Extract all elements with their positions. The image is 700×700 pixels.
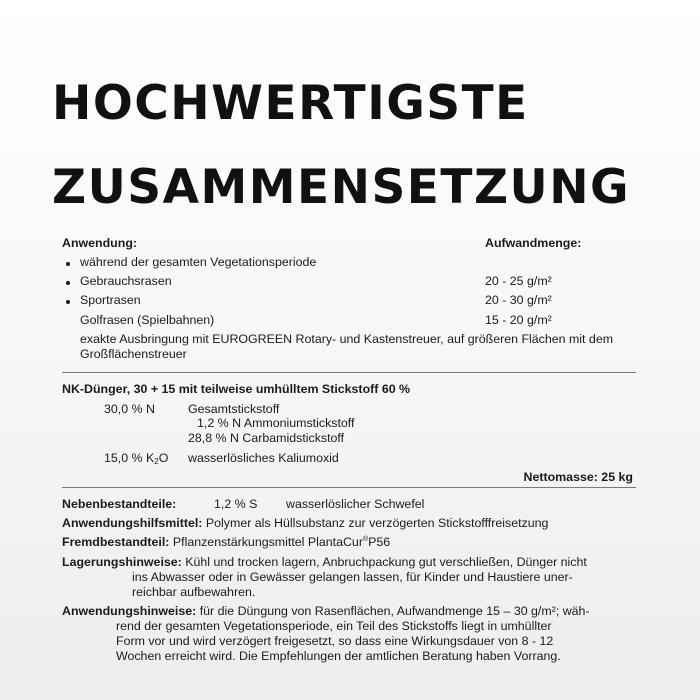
rate-label: Aufwandmenge: [485,236,582,250]
application-note: exakte Ausbringung mit EUROGREEN Rotary- und Kastenstreuer, auf größeren Flächen mit dem [80,332,614,346]
usage-notes-line: Form vor und wird verzögert freigesetzt, so dass eine Wirkungsdauer von 8 - 12 [116,634,554,648]
carbamide-nitrogen: 28,8 % N Carbamidstickstoff [188,431,345,445]
net-mass: Nettomasse: 25 kg [523,470,633,484]
application-note: Großflächenstreuer [80,347,187,361]
divider [62,372,636,373]
potassium-percent: 15,0 % $K_2O$ [104,451,169,466]
application-item: Golfrasen (Spielbahnen) [80,313,215,327]
application-rate: 20 - 30 g/m² [485,293,552,307]
headline-line-1: HOCHWERTIGSTE [52,76,529,131]
application-aids: Anwendungshilfsmittel: Polymer als Hüllsubstanz zur verzögerten Stickstofffreisetzung [62,516,549,530]
application-rate: 15 - 20 g/m² [485,313,552,327]
application-item: Gebrauchsrasen [80,274,172,288]
nitrogen-label: Gesamtstickstoff [188,402,280,416]
usage-notes: Anwendungshinweise: für die Düngung von Rasenflächen, Aufwandmenge 15 – 30 g/m²; wäh- [62,604,590,618]
foreign-component: Fremdbestandteil: Pflanzenstärkungsmittel PlantaCur®P56 [62,535,391,549]
potassium-label: wasserlösliches Kaliumoxid [188,451,339,465]
side-components-text: wasserlöslicher Schwefel [286,497,425,511]
usage-notes-line: rend der gesamten Vegetationsperiode, ein Teil des Stickstoffs liegt in umhüllter [116,619,552,633]
storage-notes-line: reichbar aufbewahren. [132,585,256,599]
application-rate: 20 - 25 g/m² [485,274,552,288]
ammonium-nitrogen: 1,2 % N Ammoniumstickstoff [197,416,355,430]
application-item: während der gesamten Vegetationsperiode [80,255,317,269]
usage-notes-line: Wochen erreicht wird. Die Empfehlungen der amtlichen Beratung haben Vorrang. [116,649,561,663]
storage-notes: Lagerungshinweise: Kühl und trocken lagern, Anbruchpackung gut verschließen, Dünger nicht [62,555,587,569]
application-label: Anwendung: [62,236,138,250]
nitrogen-percent: 30,0 % N [104,402,155,416]
bullet-icon [66,262,70,266]
bullet-icon [66,300,70,304]
side-components-label: Nebenbestandteile: [62,497,177,511]
divider [62,487,636,488]
bullet-icon [66,281,70,285]
composition-title: NK-Dünger, 30 + 15 mit teilweise umhülltem Stickstoff 60 % [62,382,411,396]
storage-notes-line: ins Abwasser oder in Gewässer gelangen lassen, für Kinder und Haustiere uner- [132,570,573,584]
headline-line-2: ZUSAMMENSETZUNG [52,160,631,215]
headline [52,62,630,230]
application-item: Sportrasen [80,293,141,307]
side-components-percent: 1,2 % S [214,497,258,511]
